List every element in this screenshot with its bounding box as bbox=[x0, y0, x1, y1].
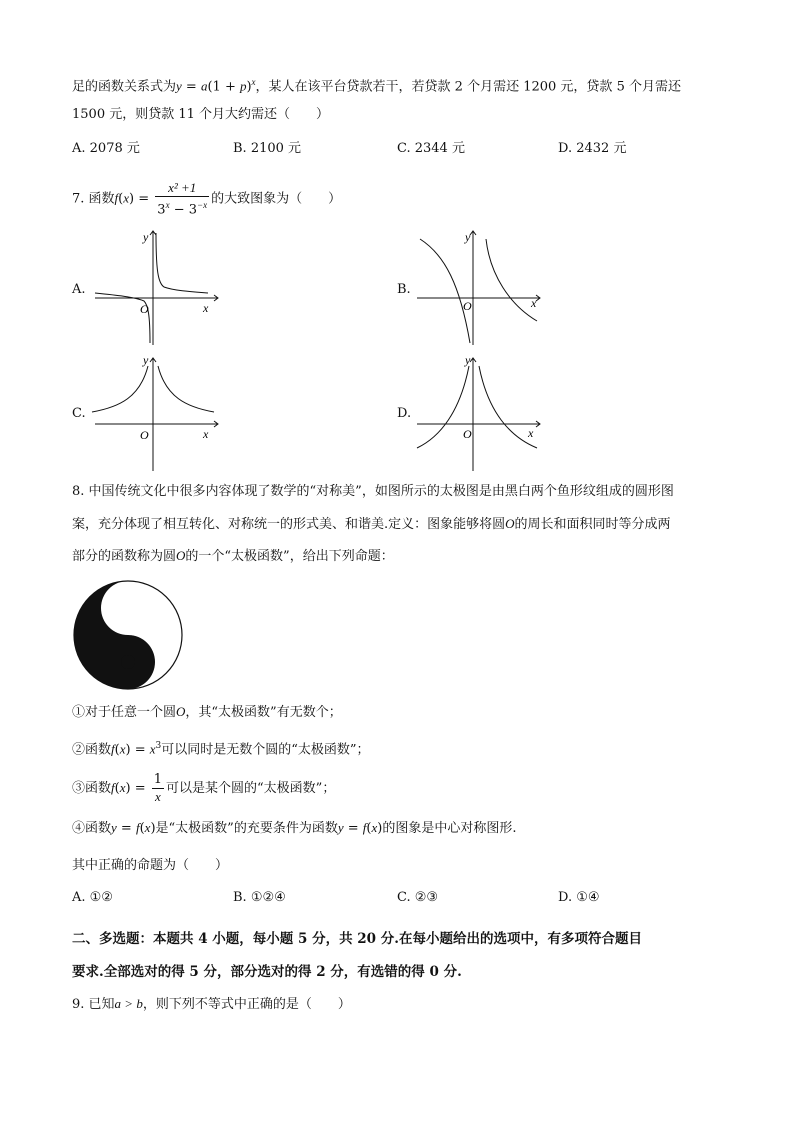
formula-var: x bbox=[123, 190, 130, 206]
q8-text: 可以同时是无数个圆的“太极函数”； bbox=[161, 742, 370, 758]
graph-d bbox=[415, 352, 545, 474]
q8-text: 可以是某个圆的“太极函数”； bbox=[166, 781, 336, 796]
formula-var: y bbox=[176, 78, 182, 94]
q8-text: 的图象是中心对称图形. bbox=[382, 821, 517, 836]
formula-op: = bbox=[181, 79, 201, 95]
formula-op: = bbox=[130, 781, 150, 796]
q8-option-c: C. ②③ bbox=[397, 890, 439, 905]
curve-right bbox=[158, 366, 214, 412]
formula-op: = bbox=[116, 821, 136, 836]
curve-left bbox=[420, 239, 470, 343]
curve-right bbox=[486, 239, 537, 321]
curve-left bbox=[92, 366, 148, 412]
curve-right bbox=[156, 233, 208, 293]
q8-text: 案，充分体现了相互转化、对称统一的形式美、和谐美.定义：图象能够将圆 bbox=[72, 517, 506, 532]
q6-option-c: C. 2344 元 bbox=[397, 141, 465, 156]
origin-label: O bbox=[140, 302, 149, 316]
q8-prop1 bbox=[72, 702, 342, 723]
graph-b-label: B. bbox=[397, 282, 411, 297]
y-axis-label: y bbox=[143, 353, 149, 367]
q7-text: 的大致图象为（ ） bbox=[211, 191, 342, 207]
x-axis-label: x bbox=[528, 426, 534, 440]
formula-var: y bbox=[111, 820, 117, 835]
q8-text: ，其“太极函数”有无数个； bbox=[185, 705, 342, 720]
taiji-white-dot bbox=[121, 601, 135, 615]
graph-d-label: D. bbox=[397, 406, 412, 421]
q8-prop3: ③函数f(x) = $\frac{1}{x}$ 可以是某个圆的“太极函数”； bbox=[72, 772, 336, 804]
q8-ask: 其中正确的命题为（ ） bbox=[72, 858, 229, 873]
q8-line2 bbox=[72, 514, 671, 535]
formula-exponent: x bbox=[165, 200, 170, 210]
q8-option-a: A. ①② bbox=[72, 890, 113, 905]
q8-text: ④函数 bbox=[72, 821, 112, 836]
fraction-numerator: x² +1 bbox=[155, 180, 209, 197]
q8-prop2: ②函数$f(x) = x^3$可以同时是无数个圆的“太极函数”； bbox=[72, 741, 370, 758]
q9-text: ，则下列不等式中正确的是（ ） bbox=[142, 997, 351, 1012]
q6-option-b: B. 2100 元 bbox=[233, 141, 302, 156]
formula-var: y bbox=[337, 820, 344, 835]
formula-var: x bbox=[119, 780, 126, 795]
formula-var: O bbox=[505, 516, 515, 531]
formula-exponent: 3 bbox=[155, 741, 162, 751]
formula-op: ) bbox=[246, 79, 252, 95]
q8-option-b: B. ①②④ bbox=[233, 890, 286, 905]
formula-exponent: x bbox=[251, 77, 256, 87]
y-axis-label: y bbox=[465, 230, 471, 244]
formula-op: = bbox=[343, 821, 363, 836]
fraction-denominator: 3 bbox=[157, 202, 166, 218]
q8-text: ①对于任意一个圆 bbox=[72, 705, 177, 720]
formula-var: x bbox=[149, 741, 156, 757]
x-axis-label: x bbox=[531, 296, 537, 310]
fraction-numerator: 1 bbox=[153, 772, 163, 787]
formula-var: f bbox=[362, 820, 367, 835]
q7-fraction bbox=[155, 180, 209, 218]
x-axis-label: x bbox=[203, 301, 209, 315]
formula-var: x bbox=[144, 820, 151, 835]
q9-stem bbox=[72, 994, 351, 1015]
fraction-denominator: x bbox=[155, 789, 161, 804]
origin-label: O bbox=[463, 427, 472, 441]
q8-text: 是“太极函数”的充要条件为函数 bbox=[155, 821, 338, 836]
taiji-black-dot bbox=[121, 655, 135, 669]
formula-var: f bbox=[111, 741, 115, 757]
formula-var: f bbox=[111, 780, 115, 795]
q7-text: 7. 函数 bbox=[72, 191, 115, 207]
formula-op: = bbox=[134, 191, 154, 207]
q6-text: ，某人在该平台贷款若干，若贷款 2 个月需还 1200 元，贷款 5 个月需还 bbox=[255, 79, 681, 95]
q8-text: ②函数 bbox=[72, 742, 112, 758]
graph-a-label: A. bbox=[72, 282, 86, 297]
q7-stem: 7. 函数f(x) = $\frac{\text{x² +1}}{3^x - 3^{-x}}$ 的大致图象为（ ） bbox=[72, 180, 342, 218]
origin-label: O bbox=[463, 299, 472, 313]
q6-line2: 1500 元，则贷款 11 个月大约需还（ ） bbox=[72, 107, 330, 122]
formula-var: f bbox=[114, 190, 119, 206]
formula-var: O bbox=[176, 704, 186, 719]
q8-text: 的一个“太极函数”，给出下列命题： bbox=[185, 549, 394, 564]
q6-option-d: D. 2432 元 bbox=[558, 141, 627, 156]
q6-text: 足的函数关系式为 bbox=[72, 79, 177, 95]
formula-condition: a > b bbox=[114, 996, 143, 1011]
y-axis-label: y bbox=[465, 353, 471, 367]
graph-c bbox=[90, 352, 225, 474]
formula-exponent: −x bbox=[197, 200, 208, 210]
q8-option-d: D. ①④ bbox=[558, 890, 600, 905]
section2-heading-line1: 二、多选题：本题共 4 小题，每小题 5 分，共 20 分.在每小题给出的选项中，有多项符合题目 bbox=[72, 931, 642, 947]
origin-label: O bbox=[140, 428, 149, 442]
graph-b bbox=[415, 225, 545, 350]
q8-line1: 8. 中国传统文化中很多内容体现了数学的“对称美”，如图所示的太极图是由黑白两个鱼形纹组成的圆形图 bbox=[72, 484, 674, 499]
formula-var: O bbox=[176, 548, 186, 563]
formula-var: x bbox=[371, 820, 378, 835]
q8-text: ③函数 bbox=[72, 781, 112, 796]
q8-prop4: ④函数y = f(x)是“太极函数”的充要条件为函数y = f(x)的图象是中心对称图形. bbox=[72, 820, 517, 836]
formula-var: x bbox=[119, 741, 126, 757]
formula-var: f bbox=[135, 820, 140, 835]
taiji-figure bbox=[72, 579, 184, 691]
q8-text: 的周长和面积同时等分成两 bbox=[514, 517, 671, 532]
section2-heading-line2: 要求.全部选对的得 5 分，部分选对的得 2 分，有选错的得 0 分. bbox=[72, 964, 462, 980]
q6-line1 bbox=[72, 72, 681, 97]
formula-var: p bbox=[239, 78, 247, 94]
graph-a bbox=[90, 225, 225, 350]
curve-left bbox=[417, 366, 469, 448]
q6-option-a: A. 2078 元 bbox=[72, 141, 140, 156]
curve-left bbox=[95, 293, 150, 343]
graph-c-label: C. bbox=[72, 406, 86, 421]
formula-var: a bbox=[200, 78, 208, 94]
fraction-denominator: − 3 bbox=[169, 202, 197, 218]
formula-op: (1 + bbox=[207, 79, 240, 95]
q8-line3 bbox=[72, 546, 394, 567]
q8-text: 部分的函数称为圆 bbox=[72, 549, 177, 564]
q8-fraction bbox=[152, 772, 164, 805]
x-axis-label: x bbox=[203, 427, 209, 441]
q9-text: 9. 已知 bbox=[72, 997, 115, 1012]
y-axis-label: y bbox=[143, 230, 149, 244]
formula-op: = bbox=[130, 742, 150, 758]
